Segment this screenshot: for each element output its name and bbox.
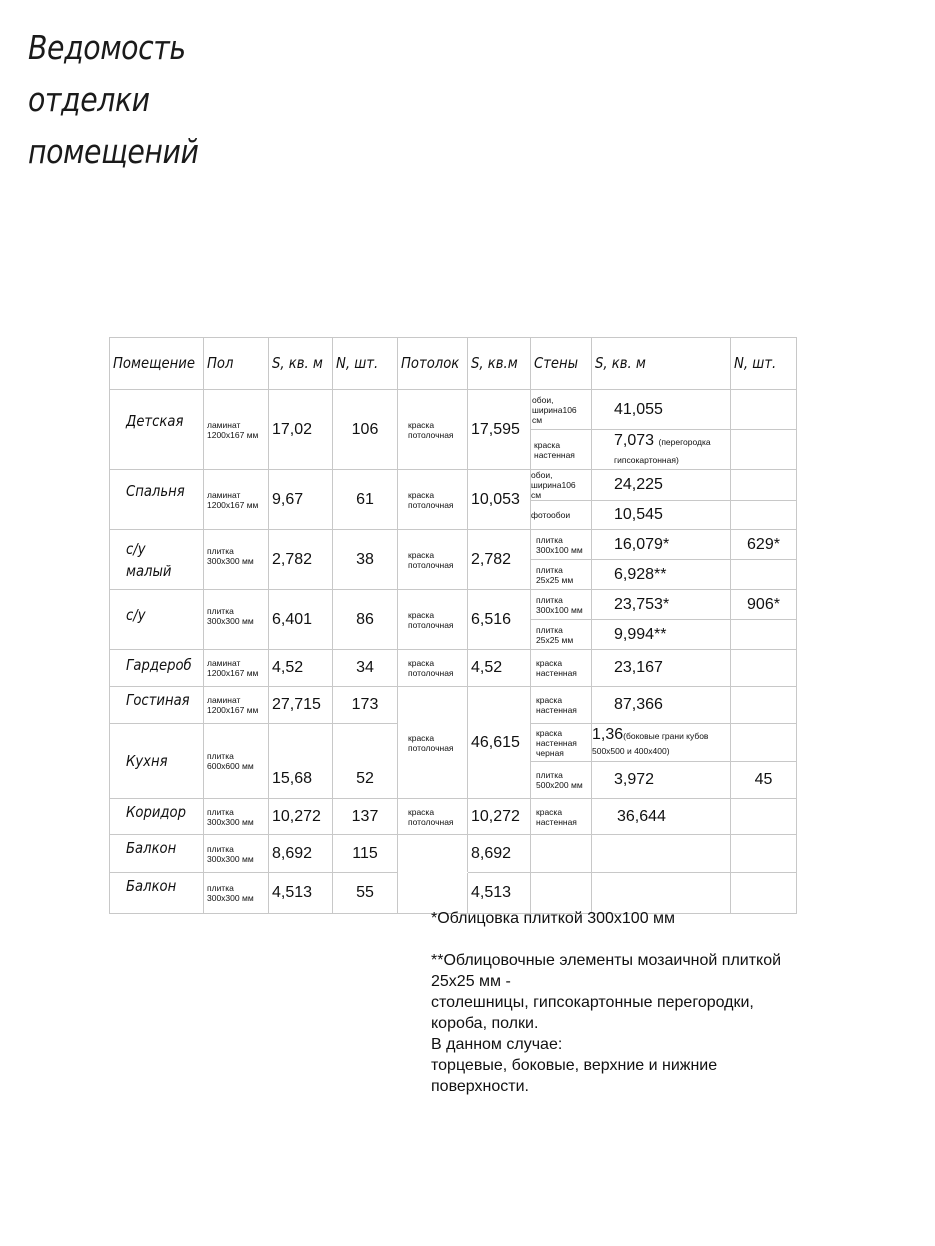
wall-count (731, 470, 797, 501)
wall-material: краска настенная (531, 430, 592, 470)
wall-area (592, 835, 731, 873)
wall-count (731, 501, 797, 530)
ceiling-area: 6,516 (468, 590, 531, 650)
wall-material: краска настенная (531, 650, 592, 687)
floor-material: ламинат 1200х167 мм (204, 390, 269, 470)
wall-material: плитка 300х100 мм (531, 590, 592, 620)
title-line-2: отделки (28, 80, 150, 119)
room-name: Балкон (110, 835, 204, 873)
floor-count: 38 (333, 530, 398, 590)
floor-area: 8,692 (269, 835, 333, 873)
wall-area: 7,073 (614, 431, 655, 449)
ceiling-area: 10,272 (468, 799, 531, 835)
wall-area: 1,36 (592, 725, 624, 743)
floor-count: 52 (333, 724, 398, 799)
ceiling-material: краска потолочная (398, 687, 468, 799)
wall-count (731, 687, 797, 724)
ceiling-material: краска потолочная (398, 470, 468, 530)
ceiling-material: краска потолочная (398, 530, 468, 590)
header-floor: Пол (204, 338, 269, 390)
wall-note: (боковые грани кубов 500х500 и 400х400) (592, 730, 709, 756)
room-name: Детская (110, 390, 204, 470)
wall-material (531, 835, 592, 873)
wall-material: плитка 300х100 мм (531, 530, 592, 560)
wall-area: 24,225 (592, 470, 731, 501)
header-walls-count: N, шт. (731, 338, 797, 390)
wall-material: краска настенная (531, 687, 592, 724)
wall-note: (перегородка гипсокартонная) (614, 436, 711, 465)
footnote-2-line-6: поверхности. (431, 1078, 529, 1095)
floor-material: ламинат 1200х167 мм (204, 470, 269, 530)
table-row (110, 799, 797, 835)
wall-area: 10,545 (592, 501, 731, 530)
floor-count: 173 (333, 687, 398, 724)
floor-count: 115 (333, 835, 398, 873)
floor-area: 27,715 (269, 687, 333, 724)
table-row (110, 470, 797, 501)
table-row (110, 530, 797, 560)
header-walls: Стены (531, 338, 592, 390)
room-name: Спальня (110, 470, 204, 530)
title-line-1: Ведомость (28, 28, 186, 67)
wall-material: плитка 25х25 мм (531, 560, 592, 590)
wall-area: 6,928** (592, 560, 731, 590)
floor-area: 15,68 (269, 724, 333, 799)
wall-material: обои, ширина106 см (531, 470, 592, 501)
room-name: Гостиная (110, 687, 204, 724)
wall-material: краска настенная черная (531, 724, 592, 762)
ceiling-material: краска потолочная (398, 799, 468, 835)
header-floor-area: S, кв. м (269, 338, 333, 390)
wall-count (731, 835, 797, 873)
room-name: Коридор (110, 799, 204, 835)
wall-area: 23,167 (592, 650, 731, 687)
wall-count (731, 724, 797, 762)
footnotes (431, 908, 811, 1097)
ceiling-material: краска потолочная (398, 590, 468, 650)
table-row (110, 590, 797, 620)
wall-material: плитка 500х200 мм (531, 762, 592, 799)
floor-count: 86 (333, 590, 398, 650)
floor-material: плитка 300х300 мм (204, 590, 269, 650)
wall-count (731, 799, 797, 835)
wall-area-cell (592, 430, 731, 470)
floor-material: плитка 300х300 мм (204, 835, 269, 873)
floor-area: 2,782 (269, 530, 333, 590)
floor-material: плитка 300х300 мм (204, 530, 269, 590)
wall-count (731, 560, 797, 590)
ceiling-material: краска потолочная (398, 650, 468, 687)
wall-count (731, 430, 797, 470)
room-name: Гардероб (110, 650, 204, 687)
wall-area: 16,079* (592, 530, 731, 560)
ceiling-area: 17,595 (468, 390, 531, 470)
footnote-2-line-5: торцевые, боковые, верхние и нижние (431, 1057, 718, 1074)
floor-area: 9,67 (269, 470, 333, 530)
header-walls-area: S, кв. м (592, 338, 731, 390)
wall-material: фотообои (531, 501, 592, 530)
footnote-1: *Облицовка плиткой 300х100 мм (431, 910, 676, 927)
footnote-2-line-2: столешницы, гипсокартонные перегородки, (431, 994, 754, 1011)
wall-area: 3,972 (592, 762, 731, 799)
header-room: Помещение (110, 338, 204, 390)
wall-count (731, 650, 797, 687)
wall-count: 906* (731, 590, 797, 620)
header-row (110, 338, 797, 390)
wall-material: обои, ширина106 см (531, 390, 592, 430)
ceiling-material: краска потолочная (398, 390, 468, 470)
floor-count: 106 (333, 390, 398, 470)
room-name: Кухня (110, 724, 204, 799)
floor-count: 34 (333, 650, 398, 687)
wall-area-cell (592, 724, 731, 762)
wall-count: 629* (731, 530, 797, 560)
wall-material: краска настенная (531, 799, 592, 835)
table-row (110, 687, 797, 724)
wall-count (731, 620, 797, 650)
wall-area: 23,753* (592, 590, 731, 620)
wall-area: 41,055 (592, 390, 731, 430)
room-name: с/у малый (110, 530, 204, 590)
floor-area: 4,52 (269, 650, 333, 687)
room-name: с/у (110, 590, 204, 650)
floor-material: ламинат 1200х167 мм (204, 687, 269, 724)
document-title (28, 22, 199, 178)
header-floor-count: N, шт. (333, 338, 398, 390)
title-line-3: помещений (28, 132, 199, 171)
floor-area: 6,401 (269, 590, 333, 650)
floor-area: 4,513 (269, 873, 333, 914)
table-row (110, 835, 797, 873)
floor-count: 61 (333, 470, 398, 530)
floor-count: 137 (333, 799, 398, 835)
floor-area: 10,272 (269, 799, 333, 835)
finishing-schedule-table (109, 337, 797, 914)
ceiling-area: 4,52 (468, 650, 531, 687)
header-ceiling: Потолок (398, 338, 468, 390)
wall-count (731, 390, 797, 430)
ceiling-area: 4,513 (468, 873, 531, 914)
floor-material: плитка 300х300 мм (204, 799, 269, 835)
wall-area: 36,644 (592, 799, 731, 835)
floor-material: плитка 300х300 мм (204, 873, 269, 914)
ceiling-area: 8,692 (468, 835, 531, 873)
ceiling-material (398, 835, 468, 873)
footnote-2-line-3: короба, полки. (431, 1015, 539, 1032)
header-ceiling-area: S, кв.м (468, 338, 531, 390)
wall-count: 45 (731, 762, 797, 799)
table-row (110, 650, 797, 687)
table-row (110, 390, 797, 430)
wall-area: 9,994** (592, 620, 731, 650)
floor-count: 55 (333, 873, 398, 914)
footnote-2: **Облицовочные элементы мозаичной плиткой 25х25 мм - (431, 952, 782, 990)
ceiling-area: 46,615 (468, 687, 531, 799)
floor-material: плитка 600х600 мм (204, 724, 269, 799)
wall-area: 87,366 (592, 687, 731, 724)
floor-material: ламинат 1200х167 мм (204, 650, 269, 687)
ceiling-area: 10,053 (468, 470, 531, 530)
ceiling-area: 2,782 (468, 530, 531, 590)
footnote-2-line-4: В данном случае: (431, 1036, 563, 1053)
room-name: Балкон (110, 873, 204, 914)
wall-material: плитка 25х25 мм (531, 620, 592, 650)
floor-area: 17,02 (269, 390, 333, 470)
